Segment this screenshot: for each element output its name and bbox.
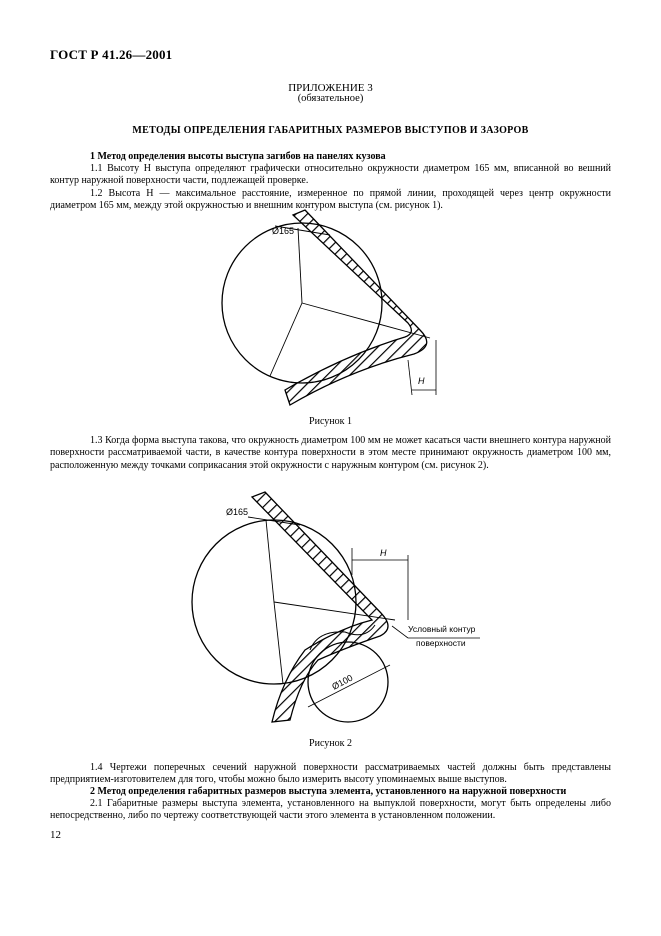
figure-2-caption: Рисунок 2	[309, 738, 352, 749]
surface-contour-hatched	[252, 492, 388, 722]
appendix-note: (обязательное)	[297, 93, 364, 104]
section2-heading: 2 Метод определения габаритных размеров выступа элемента, установленного на наружной поверхности	[90, 786, 567, 797]
figure-2-contour-label-line2: поверхности	[416, 638, 466, 648]
figure-2-diameter-large-label: Ø165	[226, 507, 249, 517]
paragraph-1-1: 1.1 Высоту H выступа определяют графически относительно окружности диаметром 165 мм, вписанной во вешний контур наружной поверхности части, подлежащей проверке.	[50, 163, 611, 187]
figure-1-diameter-label: Ø165	[272, 226, 295, 236]
section1-heading: 1 Метод определения высоты выступа загибов на панелях кузова	[90, 151, 386, 162]
figure-2-contour-label-line1: Условный контур	[408, 624, 476, 634]
figure-2-diameter-small-label: Ø100	[330, 672, 355, 692]
figure-1-drawing	[210, 208, 450, 416]
paragraph-2-1: 2.1 Габаритные размеры выступа элемента, установленного на выпуклой поверхности, могут быть определены либо непосредственно, либо по чертежу соответствующей части этого элемента в установленном положении.	[50, 798, 611, 822]
paragraph-1-2: 1.2 Высота H — максимальное расстояние, измеренное по прямой линии, проходящей через центр окружности диаметром 165 мм, между этой окружностью и внешним контуром выступа (см. рисунок 1).	[50, 188, 611, 212]
page-number: 12	[50, 829, 61, 841]
figure-2-drawing	[180, 488, 500, 736]
paragraph-1-3: 1.3 Когда форма выступа такова, что окружность диаметром 100 мм не может касаться части внешнего контура наружной поверхности рассматриваемой части, в качестве контура поверхности в этом месте принимают окружность диаметром 100 мм, расположенную между точками соприкасания этой окружности с наружным контуром (см. рисунок 2).	[50, 435, 611, 471]
surface-contour-hatched	[285, 210, 427, 405]
paragraph-1-4: 1.4 Чертежи поперечных сечений наружной поверхности рассматриваемых частей должны быть представлены предприятием-изготовителем для того, чтобы можно было измерить высоту упоминаемых выше выступов.	[50, 762, 611, 786]
page-title: МЕТОДЫ ОПРЕДЕЛЕНИЯ ГАБАРИТНЫХ РАЗМЕРОВ ВЫСТУПОВ И ЗАЗОРОВ	[132, 125, 529, 136]
appendix-label: ПРИЛОЖЕНИЕ 3	[288, 82, 373, 94]
figure-2-h-label: H	[380, 548, 387, 558]
figure-1-caption: Рисунок 1	[309, 416, 352, 427]
figure-1-h-label: H	[418, 376, 425, 386]
document-code: ГОСТ Р 41.26—2001	[50, 47, 173, 62]
